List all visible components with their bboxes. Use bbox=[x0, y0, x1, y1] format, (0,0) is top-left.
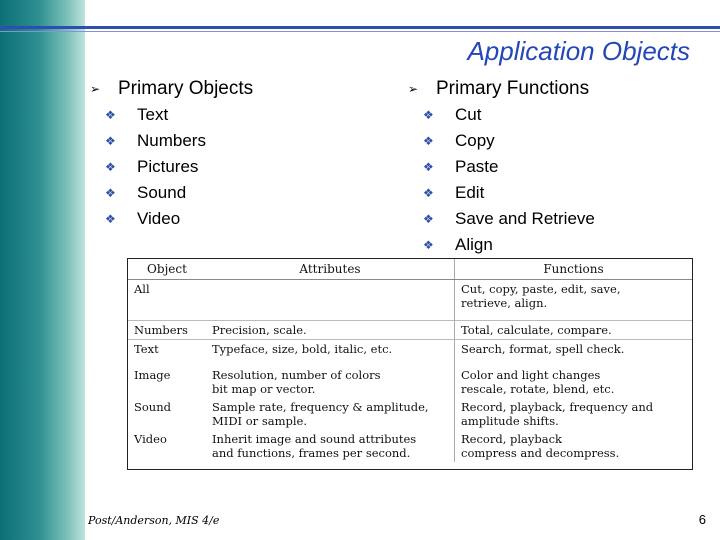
list-item bbox=[423, 206, 595, 232]
cell-attributes bbox=[206, 280, 455, 313]
column-header-object: Object bbox=[128, 259, 206, 280]
list-item-text: Paste bbox=[455, 157, 499, 176]
list-item-text: Sound bbox=[137, 183, 187, 202]
cell-functions: Color and light changes rescale, rotate, blend, etc. bbox=[455, 366, 693, 398]
list-item bbox=[423, 232, 595, 258]
cell-object: Text bbox=[128, 340, 206, 359]
diamond-bullet-icon: ❖ bbox=[105, 134, 116, 148]
list-item-text: Cut bbox=[455, 105, 482, 124]
cell-attributes: Sample rate, frequency & amplitude, MIDI or sample. bbox=[212, 400, 429, 428]
cell-object: Sound bbox=[134, 400, 171, 414]
table-row bbox=[128, 366, 692, 398]
list-item-text: Align bbox=[455, 235, 493, 254]
footer-credit: Post/Anderson, MIS 4/e bbox=[88, 514, 220, 527]
row-spacer bbox=[128, 312, 692, 321]
column-header-attributes: Attributes bbox=[206, 259, 455, 280]
primary-objects-heading-row bbox=[90, 76, 253, 102]
cell-functions: Record, playback compress and decompress. bbox=[455, 430, 693, 462]
diamond-bullet-icon: ❖ bbox=[423, 238, 434, 252]
diamond-bullet-icon: ❖ bbox=[423, 134, 434, 148]
list-item bbox=[105, 206, 253, 232]
primary-objects-list bbox=[90, 76, 253, 232]
list-item bbox=[423, 128, 595, 154]
diamond-bullet-icon: ❖ bbox=[423, 212, 434, 226]
cell-functions: Cut, copy, paste, edit, save, retrieve, align. bbox=[455, 280, 693, 313]
diamond-bullet-icon: ❖ bbox=[105, 160, 116, 174]
table-row bbox=[128, 398, 692, 430]
table-row bbox=[128, 321, 692, 340]
primary-objects-heading: Primary Objects bbox=[118, 78, 254, 99]
column-header-functions: Functions bbox=[455, 259, 693, 280]
cell-attributes: Typeface, size, bold, italic, etc. bbox=[206, 340, 455, 359]
left-decorative-bar bbox=[0, 0, 85, 540]
table-header-row bbox=[128, 259, 692, 280]
diamond-bullet-icon: ❖ bbox=[105, 108, 116, 122]
table-row bbox=[128, 340, 692, 359]
list-item-text: Video bbox=[137, 209, 181, 228]
list-item-text: Pictures bbox=[137, 157, 199, 176]
cell-object: Numbers bbox=[128, 321, 206, 340]
list-item-text: Edit bbox=[455, 183, 485, 202]
top-rule bbox=[0, 26, 720, 29]
list-item bbox=[423, 180, 595, 206]
cell-functions: Record, playback, frequency and amplitude shifts. bbox=[455, 398, 693, 430]
table-row bbox=[128, 430, 692, 462]
list-item bbox=[423, 154, 595, 180]
list-item bbox=[105, 128, 253, 154]
primary-functions-list bbox=[408, 76, 595, 258]
page-number: 6 bbox=[698, 512, 706, 527]
list-item bbox=[423, 102, 595, 128]
row-spacer bbox=[128, 358, 692, 366]
list-item-text: Copy bbox=[455, 131, 495, 150]
diamond-bullet-icon: ❖ bbox=[423, 108, 434, 122]
cell-object: Image bbox=[134, 368, 171, 382]
diamond-bullet-icon: ❖ bbox=[423, 186, 434, 200]
list-item bbox=[105, 180, 253, 206]
top-rule-thin bbox=[0, 31, 720, 32]
list-item-text: Save and Retrieve bbox=[455, 209, 595, 228]
diamond-bullet-icon: ❖ bbox=[423, 160, 434, 174]
cell-object: All bbox=[134, 282, 150, 296]
arrow-bullet-icon: ➢ bbox=[408, 82, 419, 96]
cell-attributes: Inherit image and sound attributes and functions, frames per second. bbox=[212, 432, 417, 460]
list-item-text: Text bbox=[137, 105, 169, 124]
primary-functions-heading: Primary Functions bbox=[436, 78, 590, 99]
primary-functions-heading-row bbox=[408, 76, 595, 102]
cell-attributes: Resolution, number of colors bit map or vector. bbox=[212, 368, 381, 396]
arrow-bullet-icon: ➢ bbox=[90, 82, 101, 96]
object-attributes-table bbox=[127, 258, 693, 470]
diamond-bullet-icon: ❖ bbox=[105, 212, 116, 226]
cell-functions: Search, format, spell check. bbox=[455, 340, 693, 359]
list-item-text: Numbers bbox=[137, 131, 206, 150]
diamond-bullet-icon: ❖ bbox=[105, 186, 116, 200]
table-row bbox=[128, 280, 692, 313]
slide-title: Application Objects bbox=[467, 36, 690, 66]
list-item bbox=[105, 102, 253, 128]
cell-functions: Total, calculate, compare. bbox=[455, 321, 693, 340]
cell-object: Video bbox=[134, 432, 167, 446]
cell-attributes: Precision, scale. bbox=[206, 321, 455, 340]
list-item bbox=[105, 154, 253, 180]
table-body bbox=[128, 280, 692, 463]
